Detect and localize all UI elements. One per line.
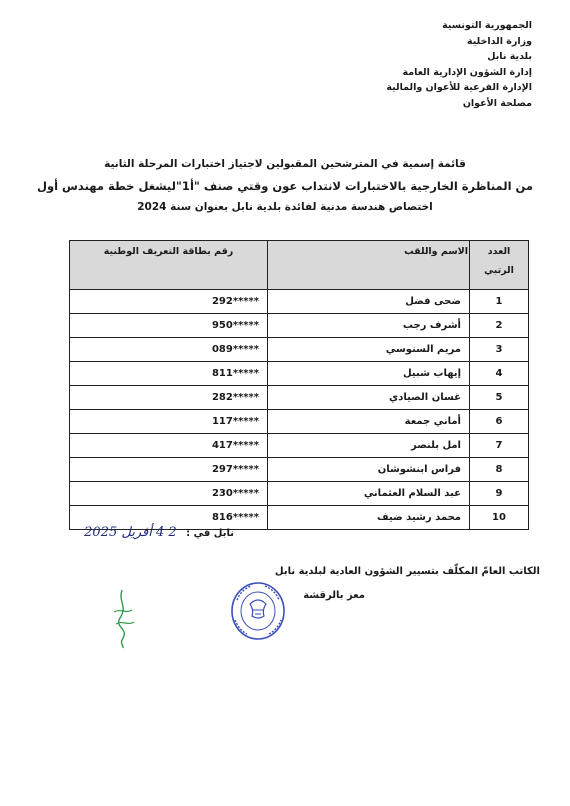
table-row: [70, 386, 529, 410]
rank-cell: 1: [470, 290, 529, 314]
name-cell: أماني جمعة: [268, 410, 470, 434]
name-cell: غسان الصيادي: [268, 386, 470, 410]
rank-cell: 3: [470, 338, 529, 362]
table-row: [70, 410, 529, 434]
name-cell: عبد السلام العثماني: [268, 482, 470, 506]
name-cell: فراس ابنشوشان: [268, 458, 470, 482]
rank-cell: 2: [470, 314, 529, 338]
header-rank: [470, 241, 529, 290]
table-row: [70, 314, 529, 338]
rank-cell: 5: [470, 386, 529, 410]
candidates-table: [69, 240, 529, 530]
table-header-row: [70, 241, 529, 290]
name-cell: إيهاب شبيل: [268, 362, 470, 386]
rank-cell: 8: [470, 458, 529, 482]
table-row: [70, 434, 529, 458]
table-row: [70, 362, 529, 386]
letterhead-line: الجمهورية التونسية: [442, 20, 532, 31]
name-cell: محمد رشيد ضيف: [268, 506, 470, 530]
signatory-title: الكاتب العامّ المكلّف بتسيير الشؤون العادية لبلدية نابل: [274, 566, 540, 577]
header-name: الاسم واللقب: [268, 241, 470, 290]
letterhead-line: إدارة الشؤون الإدارية العامة: [402, 66, 532, 78]
date-line: [54, 525, 234, 540]
header-rank-line2: الرتبي: [484, 265, 514, 276]
letterhead-line: بلدية نابل: [487, 51, 532, 62]
id-cell: 089*****: [70, 338, 268, 362]
name-cell: مريم السنوسي: [268, 338, 470, 362]
name-cell: ضحى فضل: [268, 290, 470, 314]
handwritten-date: 2 4 أفريل 2025: [84, 525, 177, 540]
table-row: [70, 458, 529, 482]
rank-cell: 7: [470, 434, 529, 458]
handwritten-signature: [108, 588, 138, 650]
id-cell: 811*****: [70, 362, 268, 386]
title-line-2: من المناظرة الخارجية بالاختبارات لانتداب عون وقتي صنف "أ1"ليشغل خطة مهندس أول: [36, 179, 533, 193]
name-cell: امل بلنصر: [268, 434, 470, 458]
id-cell: 816*****: [70, 506, 268, 530]
id-cell: 297*****: [70, 458, 268, 482]
id-cell: 417*****: [70, 434, 268, 458]
signatory-name: معز بالرقشة: [303, 590, 365, 601]
letterhead: [312, 18, 532, 111]
table-row: [70, 290, 529, 314]
official-stamp: [229, 580, 287, 642]
document-title: [30, 158, 540, 213]
id-cell: 282*****: [70, 386, 268, 410]
title-line-1: قائمة إسمية في المترشحين المقبولين لاجتياز اختبارات المرحلة الثانية: [104, 158, 466, 170]
date-label: نابل في :: [186, 528, 234, 539]
rank-cell: 4: [470, 362, 529, 386]
name-cell: أشرف رجب: [268, 314, 470, 338]
header-rank-line1: العدد: [487, 246, 511, 257]
rank-cell: 6: [470, 410, 529, 434]
header-id: رقم بطاقة التعريف الوطنية: [70, 241, 268, 290]
table-row: [70, 482, 529, 506]
id-cell: 117*****: [70, 410, 268, 434]
letterhead-line: مصلحة الأعوان: [462, 97, 532, 109]
id-cell: 292*****: [70, 290, 268, 314]
rank-cell: 10: [470, 506, 529, 530]
letterhead-line: الإدارة الفرعية للأعوان والمالية: [386, 82, 532, 93]
letterhead-line: وزارة الداخلية: [467, 35, 532, 47]
id-cell: 230*****: [70, 482, 268, 506]
title-line-3: اختصاص هندسة مدنية لفائدة بلدية نابل بعنوان سنة 2024: [137, 201, 433, 213]
rank-cell: 9: [470, 482, 529, 506]
table-row: [70, 338, 529, 362]
id-cell: 950*****: [70, 314, 268, 338]
